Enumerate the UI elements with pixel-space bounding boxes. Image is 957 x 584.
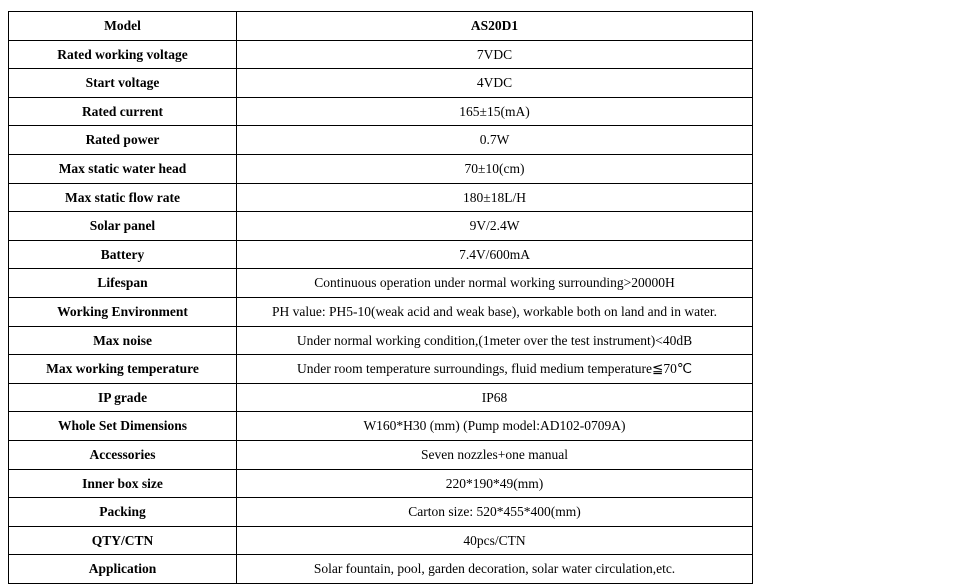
table-row — [9, 412, 753, 441]
table-row — [9, 154, 753, 183]
spec-value-cell: 7VDC — [237, 40, 753, 69]
table-row — [9, 183, 753, 212]
table-row — [9, 69, 753, 98]
table-row — [9, 126, 753, 155]
spec-label-cell: Accessories — [9, 440, 237, 469]
table-row — [9, 297, 753, 326]
table-row — [9, 383, 753, 412]
spec-value-cell: Under room temperature surroundings, fluid medium temperature≦70℃ — [237, 355, 753, 384]
spec-label-cell: Inner box size — [9, 469, 237, 498]
spec-label-cell: Max working temperature — [9, 355, 237, 384]
table-row — [9, 269, 753, 298]
spec-label-cell: Max static water head — [9, 154, 237, 183]
spec-value-cell: Continuous operation under normal working surrounding>20000H — [237, 269, 753, 298]
table-row — [9, 526, 753, 555]
spec-value-cell: IP68 — [237, 383, 753, 412]
table-row — [9, 40, 753, 69]
spec-value-cell: 4VDC — [237, 69, 753, 98]
spec-value-cell: AS20D1 — [237, 12, 753, 41]
spec-label-cell: Max noise — [9, 326, 237, 355]
spec-label-cell: Solar panel — [9, 212, 237, 241]
spec-label-cell: Packing — [9, 498, 237, 527]
table-row — [9, 440, 753, 469]
spec-label-cell: QTY/CTN — [9, 526, 237, 555]
table-row — [9, 355, 753, 384]
spec-label-cell: Start voltage — [9, 69, 237, 98]
spec-label-cell: Max static flow rate — [9, 183, 237, 212]
spec-label-cell: Model — [9, 12, 237, 41]
spec-value-cell: 7.4V/600mA — [237, 240, 753, 269]
spec-value-cell: Solar fountain, pool, garden decoration, solar water circulation,etc. — [237, 555, 753, 584]
spec-value-cell: Seven nozzles+one manual — [237, 440, 753, 469]
table-row — [9, 555, 753, 584]
spec-label-cell: IP grade — [9, 383, 237, 412]
spec-value-cell: 40pcs/CTN — [237, 526, 753, 555]
spec-label-cell: Application — [9, 555, 237, 584]
spec-label-cell: Lifespan — [9, 269, 237, 298]
spec-value-cell: 0.7W — [237, 126, 753, 155]
spec-label-cell: Whole Set Dimensions — [9, 412, 237, 441]
spec-value-cell: W160*H30 (mm) (Pump model:AD102-0709A) — [237, 412, 753, 441]
spec-label-cell: Working Environment — [9, 297, 237, 326]
specification-table-body — [9, 12, 753, 584]
spec-value-cell: Carton size: 520*455*400(mm) — [237, 498, 753, 527]
spec-label-cell: Rated power — [9, 126, 237, 155]
spec-value-cell: 9V/2.4W — [237, 212, 753, 241]
spec-value-cell: 180±18L/H — [237, 183, 753, 212]
spec-value-cell: 165±15(mA) — [237, 97, 753, 126]
spec-label-cell: Battery — [9, 240, 237, 269]
table-row — [9, 469, 753, 498]
spec-label-cell: Rated current — [9, 97, 237, 126]
spec-value-cell: PH value: PH5-10(weak acid and weak base), workable both on land and in water. — [237, 297, 753, 326]
table-row — [9, 212, 753, 241]
spec-value-cell: 220*190*49(mm) — [237, 469, 753, 498]
spec-value-cell: 70±10(cm) — [237, 154, 753, 183]
table-row — [9, 97, 753, 126]
table-row — [9, 240, 753, 269]
specification-table — [8, 11, 753, 584]
spec-value-cell: Under normal working condition,(1meter over the test instrument)<40dB — [237, 326, 753, 355]
table-row — [9, 326, 753, 355]
spec-label-cell: Rated working voltage — [9, 40, 237, 69]
table-row — [9, 498, 753, 527]
table-row — [9, 12, 753, 41]
